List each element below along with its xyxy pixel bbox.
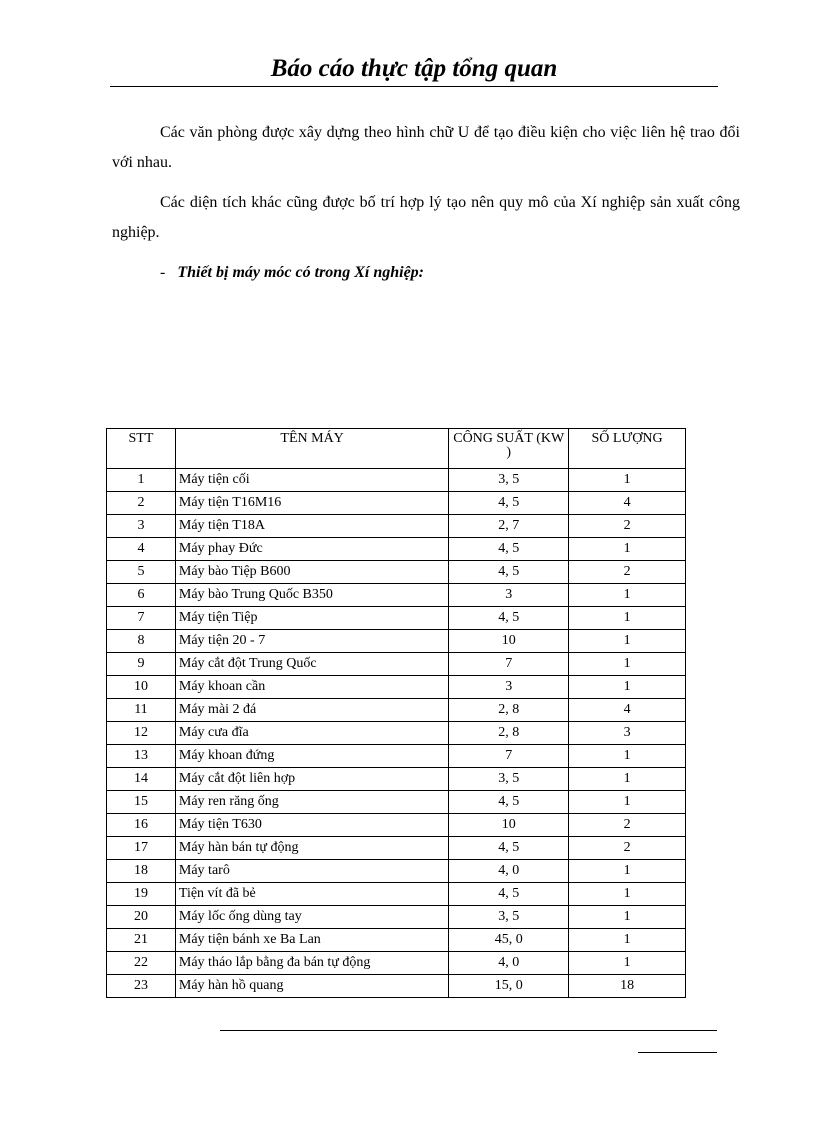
table-row [107,561,686,584]
cell-machine-name: Máy mài 2 đá [175,699,448,722]
table-row [107,975,686,998]
cell-machine-name: Máy khoan đứng [175,745,448,768]
cell-power: 4, 0 [449,860,569,883]
table-row [107,722,686,745]
cell-power: 4, 5 [449,538,569,561]
cell-machine-name: Máy tiện Tiệp [175,607,448,630]
cell-quantity: 1 [569,883,686,906]
cell-stt: 12 [107,722,176,745]
cell-power: 3 [449,584,569,607]
cell-power: 3, 5 [449,469,569,492]
cell-quantity: 1 [569,745,686,768]
header-name: TÊN MÁY [175,429,448,469]
cell-quantity: 1 [569,860,686,883]
cell-quantity: 1 [569,906,686,929]
cell-power: 4, 0 [449,952,569,975]
cell-quantity: 1 [569,469,686,492]
table-row [107,929,686,952]
cell-power: 10 [449,630,569,653]
table-row [107,469,686,492]
table-row [107,607,686,630]
cell-stt: 3 [107,515,176,538]
table-header-row [107,429,686,469]
cell-stt: 19 [107,883,176,906]
cell-stt: 23 [107,975,176,998]
cell-power: 4, 5 [449,791,569,814]
cell-quantity: 3 [569,722,686,745]
header-stt: STT [107,429,176,469]
cell-power: 15, 0 [449,975,569,998]
table-row [107,630,686,653]
table-row [107,791,686,814]
equipment-heading [160,258,424,288]
cell-stt: 6 [107,584,176,607]
header-power: CÔNG SUẤT (KW ) [449,429,569,469]
cell-power: 2, 8 [449,699,569,722]
table-row [107,653,686,676]
cell-power: 45, 0 [449,929,569,952]
cell-stt: 1 [107,469,176,492]
cell-stt: 15 [107,791,176,814]
cell-machine-name: Máy tháo lắp bằng đa bán tự động [175,952,448,975]
cell-machine-name: Máy tiện cối [175,469,448,492]
cell-stt: 22 [107,952,176,975]
cell-quantity: 1 [569,584,686,607]
cell-machine-name: Máy tiện T630 [175,814,448,837]
machine-table [106,428,686,998]
cell-quantity: 2 [569,814,686,837]
paragraph-areas: Các diện tích khác cũng được bố trí hợp lý tạo nên quy mô của Xí nghiệp sản xuất công nghiệp. [112,194,740,241]
cell-stt: 2 [107,492,176,515]
cell-power: 4, 5 [449,607,569,630]
cell-power: 4, 5 [449,883,569,906]
table-row [107,814,686,837]
header-rule [110,86,718,87]
cell-quantity: 1 [569,653,686,676]
cell-stt: 14 [107,768,176,791]
equipment-heading-text: Thiết bị máy móc có trong Xí nghiệp: [177,264,424,281]
cell-machine-name: Máy tiện 20 - 7 [175,630,448,653]
table-row [107,906,686,929]
cell-stt: 21 [107,929,176,952]
table-row [107,538,686,561]
cell-machine-name: Máy tiện T18A [175,515,448,538]
cell-power: 4, 5 [449,561,569,584]
cell-power: 10 [449,814,569,837]
cell-stt: 10 [107,676,176,699]
cell-power: 3, 5 [449,768,569,791]
table-row [107,860,686,883]
cell-machine-name: Máy tarô [175,860,448,883]
cell-machine-name: Tiện vít đã bẻ [175,883,448,906]
table-row [107,952,686,975]
cell-quantity: 1 [569,676,686,699]
cell-power: 4, 5 [449,837,569,860]
cell-machine-name: Máy cắt đột liên hợp [175,768,448,791]
cell-machine-name: Máy tiện bánh xe Ba Lan [175,929,448,952]
cell-stt: 20 [107,906,176,929]
table-row [107,837,686,860]
table-row [107,883,686,906]
paragraph-offices: Các văn phòng được xây dựng theo hình chữ U để tạo điều kiện cho việc liên hệ trao đổi với nhau. [112,124,740,171]
table-row [107,584,686,607]
cell-stt: 9 [107,653,176,676]
page-header-title: Báo cáo thực tập tổng quan [270,55,558,82]
table-row [107,699,686,722]
cell-machine-name: Máy tiện T16M16 [175,492,448,515]
cell-power: 7 [449,745,569,768]
cell-stt: 4 [107,538,176,561]
cell-quantity: 1 [569,538,686,561]
cell-machine-name: Máy cưa đĩa [175,722,448,745]
cell-machine-name: Máy bào Trung Quốc B350 [175,584,448,607]
cell-machine-name: Máy bào Tiệp B600 [175,561,448,584]
footer-rule-short [638,1052,717,1053]
cell-quantity: 4 [569,492,686,515]
cell-power: 2, 7 [449,515,569,538]
table-row [107,492,686,515]
cell-machine-name: Máy ren răng ống [175,791,448,814]
cell-stt: 18 [107,860,176,883]
cell-stt: 8 [107,630,176,653]
table-row [107,768,686,791]
cell-machine-name: Máy lốc ống dùng tay [175,906,448,929]
cell-stt: 11 [107,699,176,722]
cell-machine-name: Máy hàn bán tự động [175,837,448,860]
header-qty: SỐ LƯỢNG [569,429,686,469]
cell-power: 7 [449,653,569,676]
bullet-marker: - [160,264,166,281]
cell-stt: 16 [107,814,176,837]
cell-quantity: 1 [569,607,686,630]
cell-power: 2, 8 [449,722,569,745]
cell-stt: 17 [107,837,176,860]
footer-rule [220,1030,717,1031]
cell-quantity: 1 [569,952,686,975]
table-row [107,745,686,768]
table-row [107,676,686,699]
cell-machine-name: Máy hàn hồ quang [175,975,448,998]
cell-quantity: 1 [569,929,686,952]
cell-stt: 13 [107,745,176,768]
cell-quantity: 4 [569,699,686,722]
table-row [107,515,686,538]
cell-machine-name: Máy cắt đột Trung Quốc [175,653,448,676]
cell-stt: 7 [107,607,176,630]
cell-machine-name: Máy phay Đức [175,538,448,561]
machine-table-body [107,469,686,998]
cell-quantity: 18 [569,975,686,998]
cell-quantity: 1 [569,791,686,814]
cell-power: 4, 5 [449,492,569,515]
cell-quantity: 2 [569,837,686,860]
cell-power: 3, 5 [449,906,569,929]
cell-quantity: 1 [569,768,686,791]
cell-power: 3 [449,676,569,699]
cell-stt: 5 [107,561,176,584]
cell-quantity: 2 [569,561,686,584]
cell-quantity: 2 [569,515,686,538]
cell-machine-name: Máy khoan cần [175,676,448,699]
cell-quantity: 1 [569,630,686,653]
